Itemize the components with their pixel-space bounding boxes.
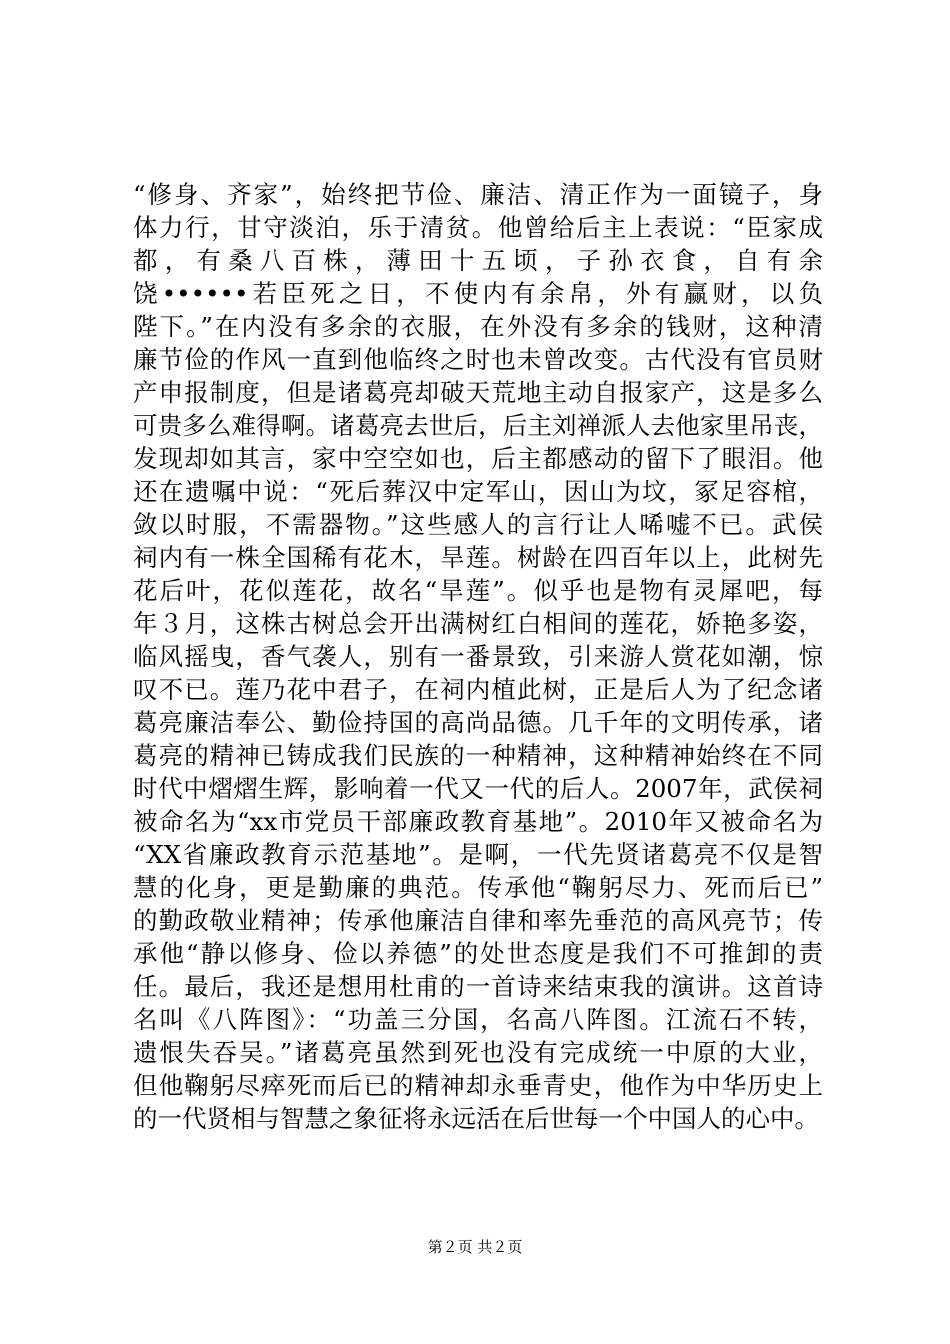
text-line: 年３月，这株古树总会开出满树红白相间的莲花，娇艳多姿， — [133, 609, 823, 638]
text-line: 发现却如其言，家中空空如也，后主都感动的留下了眼泪。他 — [133, 444, 823, 473]
text-line: 但他鞠躬尽瘁死而后已的精神却永垂青史，他作为中华历史上 — [133, 1071, 823, 1100]
text-line: 花后叶，花似莲花，故名“旱莲”。似乎也是物有灵犀吧，每 — [133, 576, 823, 605]
text-line: 都，有桑八百株，薄田十五顷，子孙衣食，自有余 — [133, 246, 823, 275]
text-line: 葛亮的精神已铸成我们民族的一种精神，这种精神始终在不同 — [133, 741, 823, 770]
text-line: 时代中熠熠生辉，影响着一代又一代的后人。2007年，武侯祠 — [133, 774, 823, 803]
text-line: 的一代贤相与智慧之象征将永远活在后世每一个中国人的心中。 — [133, 1104, 819, 1133]
text-line: 名叫《八阵图》：“功盖三分国，名高八阵图。江流石不转， — [133, 1005, 823, 1034]
text-line: 敛以时服，不需器物。”这些感人的言行让人唏嘘不已。武侯 — [133, 510, 823, 539]
text-line: 临风摇曳，香气袭人，别有一番景致，引来游人赏花如潮，惊 — [133, 642, 823, 671]
text-line: 慧的化身，更是勤廉的典范。传承他“鞠躬尽力、死而后已” — [133, 873, 823, 902]
text-line: 产申报制度，但是诸葛亮却破天荒地主动自报家产，这是多么 — [133, 378, 823, 407]
text-line: “修身、齐家”，始终把节俭、廉洁、清正作为一面镜子，身 — [133, 180, 823, 209]
text-line: 被命名为“xx市党员干部廉政教育基地”。2010年又被命名为 — [133, 807, 823, 836]
text-line: 祠内有一株全国稀有花木，旱莲。树龄在四百年以上，此树先 — [133, 543, 823, 572]
text-line: 体力行，甘守淡泊，乐于清贫。他曾给后主上表说：“臣家成 — [133, 213, 823, 242]
text-line: 遗恨失吞吴。”诸葛亮虽然到死也没有完成统一中原的大业， — [133, 1038, 823, 1067]
page-footer: 第２页 共２页 — [427, 1238, 523, 1256]
text-line: 的勤政敬业精神；传承他廉洁自律和率先垂范的高风亮节；传 — [133, 906, 823, 935]
text-line: 陛下。”在内没有多余的衣服，在外没有多余的钱财，这种清 — [133, 312, 823, 341]
text-line: 叹不已。莲乃花中君子，在祠内植此树，正是后人为了纪念诸 — [133, 675, 823, 704]
text-line: 还在遗嘱中说：“死后葬汉中定军山，因山为坟，冢足容棺， — [133, 477, 823, 506]
body-paragraph — [133, 178, 823, 1135]
text-line: 廉节俭的作风一直到他临终之时也未曾改变。古代没有官员财 — [133, 345, 823, 374]
text-line: 饶••••••若臣死之日，不使内有余帛，外有赢财，以负 — [133, 279, 823, 308]
text-line: 任。最后，我还是想用杜甫的一首诗来结束我的演讲。这首诗 — [133, 972, 823, 1001]
text-line: 可贵多么难得啊。诸葛亮去世后，后主刘禅派人去他家里吊丧， — [133, 411, 823, 440]
text-line: 承他“静以修身、俭以养德”的处世态度是我们不可推卸的责 — [133, 939, 823, 968]
text-line: 葛亮廉洁奉公、勤俭持国的高尚品德。几千年的文明传承，诸 — [133, 708, 823, 737]
text-line: “XX省廉政教育示范基地”。是啊，一代先贤诸葛亮不仅是智 — [133, 840, 823, 869]
